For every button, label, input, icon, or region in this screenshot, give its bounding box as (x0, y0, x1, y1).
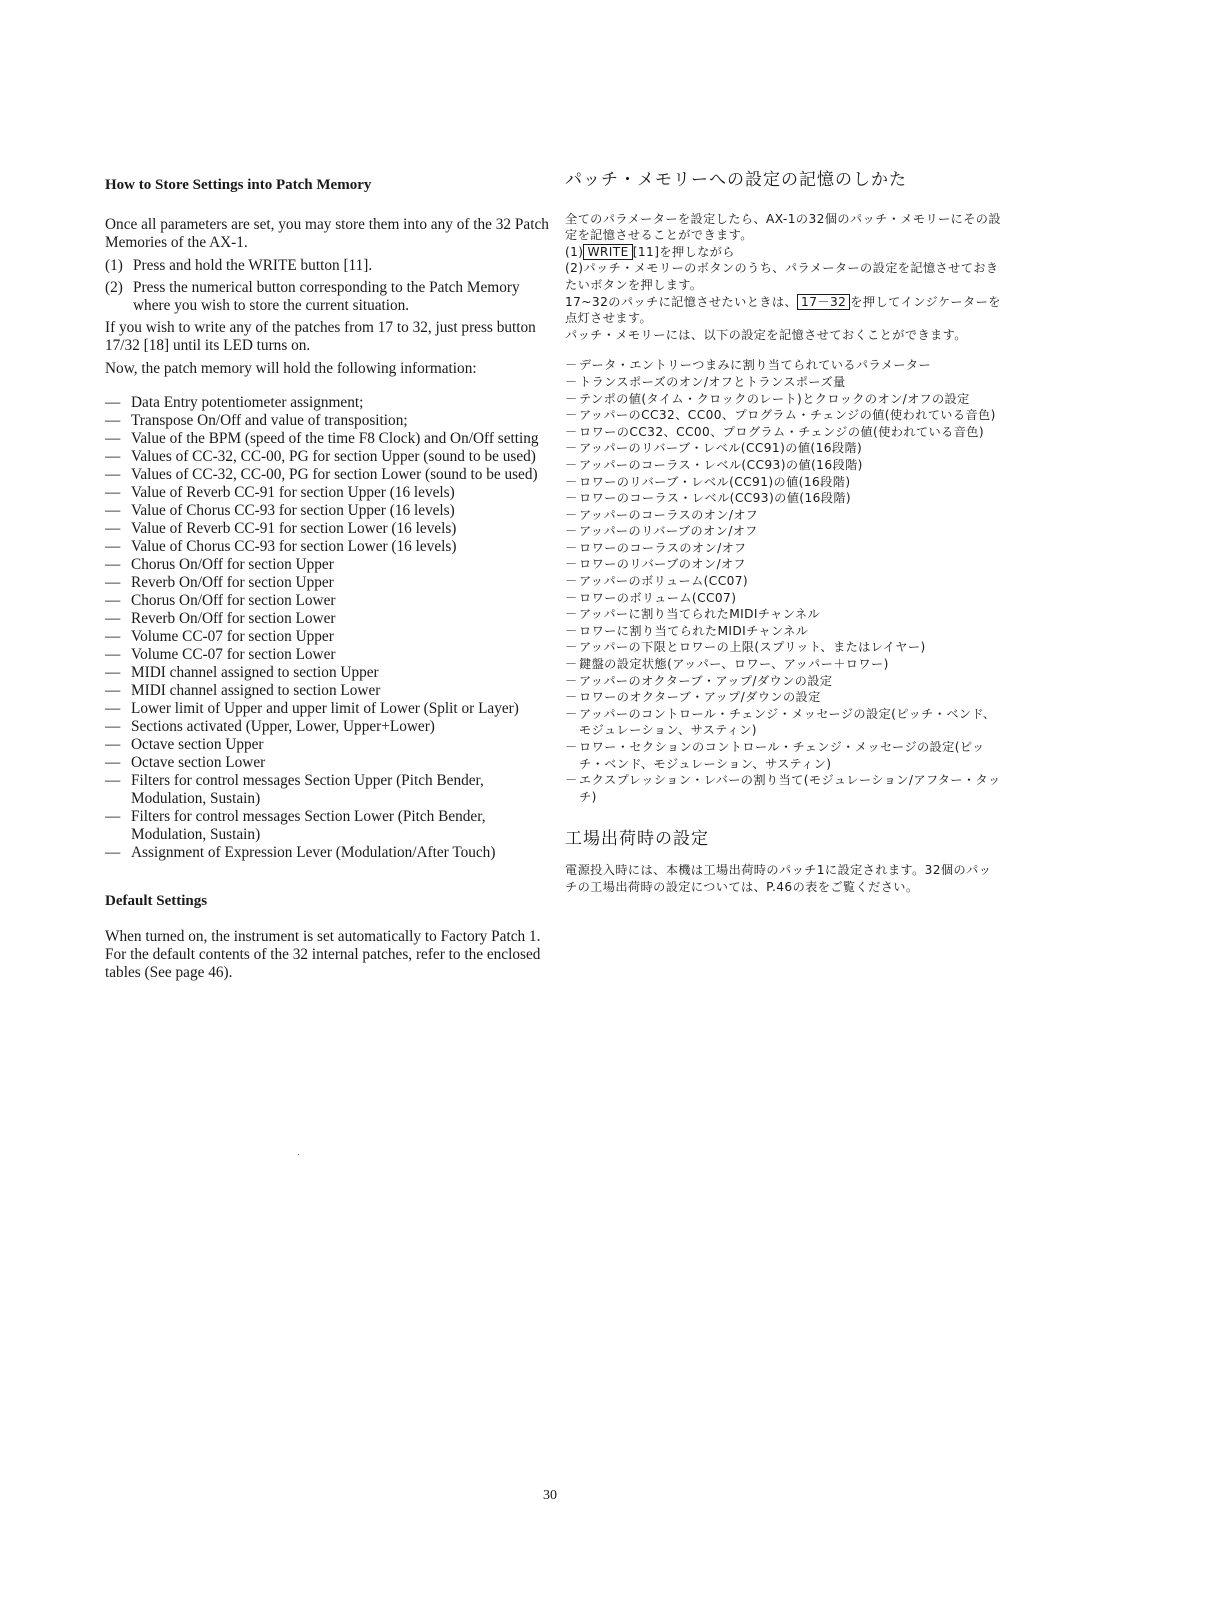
list-item (105, 466, 550, 484)
list-item (105, 664, 550, 682)
list-item-text: アッパーのCC32、CC00、プログラム・チェンジの値(使われている音色) (579, 408, 996, 423)
list-item-text: Lower limit of Upper and upper limit of Lower (Split or Layer) (131, 700, 519, 717)
dash-bullet: — (105, 412, 121, 429)
dash-bullet: － (565, 740, 578, 754)
list-item-text: ロワーのリバーブ・レベル(CC91)の値(16段階) (579, 474, 851, 489)
list-item (565, 739, 1003, 772)
list-item (105, 646, 550, 664)
list-item-text: Reverb On/Off for section Upper (131, 574, 334, 591)
list-item-text: ロワーのコーラスのオン/オフ (579, 540, 747, 555)
dash-bullet: — (105, 610, 121, 627)
list-item (105, 556, 550, 574)
dash-bullet: — (105, 844, 121, 861)
dash-bullet: — (105, 556, 121, 573)
dash-bullet: — (105, 520, 121, 537)
list-item (105, 700, 550, 718)
list-item (105, 502, 550, 520)
note-paragraph-ja (565, 294, 1003, 327)
list-item-text: MIDI channel assigned to section Upper (131, 664, 379, 681)
note-paragraph: If you wish to write any of the patches from 17 to 32, just press button 17/32 [18] until its LED turns on. (105, 319, 536, 354)
list-item (105, 718, 550, 736)
list-item (565, 540, 1003, 557)
list-item-text: Value of Reverb CC-91 for section Upper (16 levels) (131, 484, 455, 501)
dash-bullet: — (105, 682, 121, 699)
list-item (565, 556, 1003, 573)
list-item-text: アッパーのコントロール・チェンジ・メッセージの設定(ピッチ・ベンド、モジュレーション、サスティン) (579, 706, 996, 738)
list-item (565, 689, 1003, 706)
dash-bullet: — (105, 628, 121, 645)
list-item (565, 424, 1003, 441)
list-item (105, 610, 550, 628)
dash-bullet: － (565, 607, 578, 622)
step-1 (105, 257, 550, 275)
note-text: を押してインジケーターを点灯させます。 (565, 294, 1001, 326)
list-item-text: トランスポーズのオン/オフとトランスポーズ量 (579, 374, 846, 389)
dash-bullet: — (105, 538, 121, 555)
list-item-text: Data Entry potentiometer assignment; (131, 394, 364, 411)
dash-bullet: — (105, 700, 121, 717)
list-item (565, 391, 1003, 408)
dash-bullet: － (565, 673, 578, 688)
list-item-text: ロワーのオクターブ・アップ/ダウンの設定 (579, 690, 821, 705)
list-item (105, 754, 550, 772)
list-item (105, 772, 550, 808)
write-button-label: WRITE (583, 244, 632, 260)
list-item (105, 736, 550, 754)
dash-bullet: － (565, 441, 578, 456)
list-item (105, 808, 550, 844)
list-item (565, 357, 1003, 374)
list-item-text: Reverb On/Off for section Lower (131, 610, 336, 627)
list-item-text: Value of Chorus CC-93 for section Lower (16 levels) (131, 538, 457, 555)
list-item (565, 673, 1003, 690)
list-item (105, 430, 550, 448)
list-item-text: Sections activated (Upper, Lower, Upper+Lower) (131, 718, 435, 735)
dash-bullet: — (105, 502, 121, 519)
intro-paragraph-ja: 全てのパラメーターを設定したら、AX-1の32個のパッチ・メモリーにその設定を記憶させることができます。 (565, 211, 1001, 243)
list-item (565, 623, 1003, 640)
dash-bullet: － (565, 507, 578, 522)
list-item (105, 682, 550, 700)
list-item (565, 772, 1003, 805)
list-item (105, 448, 550, 466)
list-item-text: 鍵盤の設定状態(アッパー、ロワー、アッパー＋ロワー) (579, 657, 889, 672)
list-item-text: Filters for control messages Section Lower (Pitch Bender, Modulation, Sustain) (131, 808, 486, 843)
list-item-text: アッパーに割り当てられたMIDIチャンネル (579, 607, 821, 622)
list-item-text: MIDI channel assigned to section Lower (131, 682, 381, 699)
dash-bullet: － (565, 623, 578, 638)
list-item (105, 394, 550, 412)
list-item (565, 639, 1003, 656)
list-item-text: Volume CC-07 for section Upper (131, 628, 334, 645)
list-item (565, 590, 1003, 607)
section-title-ja: パッチ・メモリーへの設定の記憶のしかた (565, 170, 907, 190)
list-item-text: データ・エントリーつまみに割り当てられているパラメーター (579, 358, 932, 373)
list-item-text: ロワー・セクションのコントロール・チェンジ・メッセージの設定(ピッチ・ベンド、モジュレーション、サスティン) (579, 740, 985, 771)
dash-bullet: － (565, 590, 578, 605)
list-item-text: Value of the BPM (speed of the time F8 Clock) and On/Off setting (131, 430, 539, 447)
dash-bullet: — (105, 592, 121, 609)
list-item-text: テンポの値(タイム・クロックのレート)とクロックのオン/オフの設定 (579, 391, 970, 406)
default-settings-text-ja: 電源投入時には、本機は工場出荷時のパッチ1に設定されます。32個のパッチの工場出荷時の設定については、P.46の表をご覧ください。 (565, 862, 992, 894)
dash-bullet: — (105, 754, 121, 771)
list-item (565, 523, 1003, 540)
list-item-text: Transpose On/Off and value of transposition; (131, 412, 408, 429)
stored-items-list-ja (565, 357, 1003, 805)
dash-bullet: — (105, 574, 121, 591)
now-paragraph-ja: パッチ・メモリーには、以下の設定を記憶させておくことができます。 (565, 327, 967, 342)
dash-bullet: － (565, 540, 578, 555)
list-item (105, 844, 550, 862)
list-item (565, 374, 1003, 391)
step-2-ja: (2)パッチ・メモリーのボタンのうち、パラメーターの設定を記憶させておきたいボタンを押します。 (565, 261, 999, 292)
list-item-text: Volume CC-07 for section Lower (131, 646, 336, 663)
list-item-text: Filters for control messages Section Upper (Pitch Bender, Modulation, Sustain) (131, 772, 484, 807)
button-17-32-label: 17－32 (797, 294, 850, 310)
list-item (105, 628, 550, 646)
dash-bullet: － (565, 424, 578, 439)
dash-bullet: － (565, 640, 578, 655)
dash-bullet: — (105, 448, 121, 465)
stored-items-list (105, 394, 550, 862)
dash-bullet: － (565, 706, 578, 721)
dash-bullet: － (565, 690, 578, 705)
list-item-text: Values of CC-32, CC-00, PG for section Lower (sound to be used) (131, 466, 538, 483)
list-item (565, 474, 1003, 491)
step-number: (1) (565, 244, 584, 259)
dash-bullet: － (565, 657, 578, 672)
dash-bullet: — (105, 664, 121, 681)
list-item-text: Assignment of Expression Lever (Modulation/After Touch) (131, 844, 496, 861)
list-item (105, 520, 550, 538)
dash-bullet: － (565, 491, 578, 506)
dash-bullet: — (105, 736, 121, 753)
list-item (565, 440, 1003, 457)
dash-bullet: － (565, 457, 578, 472)
dash-bullet: － (565, 358, 578, 373)
dash-bullet: — (105, 430, 121, 447)
step-number: (2) (105, 279, 123, 296)
dash-bullet: — (105, 718, 121, 735)
dash-bullet: — (105, 646, 121, 663)
page-number: 30 (543, 1488, 557, 1503)
list-item (565, 490, 1003, 507)
list-item-text: エクスプレッション・レバーの割り当て(モジュレーション/アフター・タッチ) (579, 773, 1001, 804)
list-item-text: Values of CC-32, CC-00, PG for section Upper (sound to be used) (131, 448, 536, 465)
dash-bullet: — (105, 466, 121, 483)
list-item (565, 457, 1003, 474)
list-item-text: アッパーのリバーブのオン/オフ (579, 524, 758, 539)
list-item (105, 592, 550, 610)
list-item (105, 484, 550, 502)
list-item-text: アッパーのオクターブ・アップ/ダウンの設定 (579, 673, 833, 688)
default-settings-title: Default Settings (105, 893, 208, 909)
default-settings-title-ja: 工場出荷時の設定 (565, 829, 709, 850)
dash-bullet: － (565, 773, 578, 788)
list-item-text: ロワーのボリューム(CC07) (579, 590, 737, 605)
step-text: Press the numerical button corresponding to the Patch Memory where you wish to store the current situation. (133, 279, 520, 314)
stray-dot (298, 1154, 299, 1155)
list-item (565, 656, 1003, 673)
step-2 (105, 279, 550, 315)
list-item-text: Chorus On/Off for section Upper (131, 556, 334, 573)
default-settings-text: When turned on, the instrument is set automatically to Factory Patch 1. For the default contents of the 32 internal patches, refer to the enclosed tables (See page 46). (105, 928, 541, 981)
dash-bullet: － (565, 557, 578, 572)
list-item-text: ロワーのCC32、CC00、プログラム・チェンジの値(使われている音色) (579, 424, 985, 439)
list-item-text: アッパーのコーラスのオン/オフ (579, 507, 759, 522)
list-item-text: アッパーの下限とロワーの上限(スプリット、またはレイヤー) (579, 640, 926, 655)
list-item-text: Value of Chorus CC-93 for section Upper (16 levels) (131, 502, 455, 519)
step-1-ja (565, 244, 1003, 261)
list-item-text: Octave section Upper (131, 736, 264, 753)
english-column (105, 176, 550, 987)
japanese-column (565, 172, 1003, 895)
list-item-text: アッパーのコーラス・レベル(CC93)の値(16段階) (579, 457, 863, 472)
dash-bullet: — (105, 808, 121, 825)
step-number: (1) (105, 257, 123, 274)
dash-bullet: — (105, 772, 121, 789)
dash-bullet: － (565, 474, 578, 489)
dash-bullet: － (565, 524, 578, 539)
now-paragraph: Now, the patch memory will hold the following information: (105, 360, 477, 377)
list-item-text: アッパーのリバーブ・レベル(CC91)の値(16段階) (579, 441, 863, 456)
dash-bullet: — (105, 484, 121, 501)
note-text: 17~32のパッチに記憶させたいときは、 (565, 294, 798, 309)
dash-bullet: － (565, 408, 578, 423)
list-item-text: ロワーのコーラス・レベル(CC93)の値(16段階) (579, 491, 852, 506)
list-item-text: Octave section Lower (131, 754, 266, 771)
list-item-text: Value of Reverb CC-91 for section Lower (16 levels) (131, 520, 457, 537)
intro-paragraph: Once all parameters are set, you may store them into any of the 32 Patch Memories of the AX-1. (105, 216, 549, 251)
list-item-text: アッパーのボリューム(CC07) (579, 574, 749, 589)
step-text: [11]を押しながら (632, 244, 735, 259)
list-item (105, 538, 550, 556)
list-item (565, 606, 1003, 623)
list-item-text: ロワーのリバーブのオン/オフ (579, 557, 746, 572)
list-item (565, 573, 1003, 590)
list-item-text: ロワーに割り当てられたMIDIチャンネル (579, 623, 809, 638)
list-item-text: Chorus On/Off for section Lower (131, 592, 336, 609)
list-item (565, 507, 1003, 524)
list-item (565, 706, 1003, 739)
section-title: How to Store Settings into Patch Memory (105, 177, 372, 193)
dash-bullet: － (565, 374, 578, 389)
dash-bullet: — (105, 394, 121, 411)
list-item (565, 407, 1003, 424)
list-item (105, 412, 550, 430)
dash-bullet: － (565, 574, 578, 589)
step-text: Press and hold the WRITE button [11]. (133, 257, 373, 274)
list-item (105, 574, 550, 592)
dash-bullet: － (565, 391, 578, 406)
